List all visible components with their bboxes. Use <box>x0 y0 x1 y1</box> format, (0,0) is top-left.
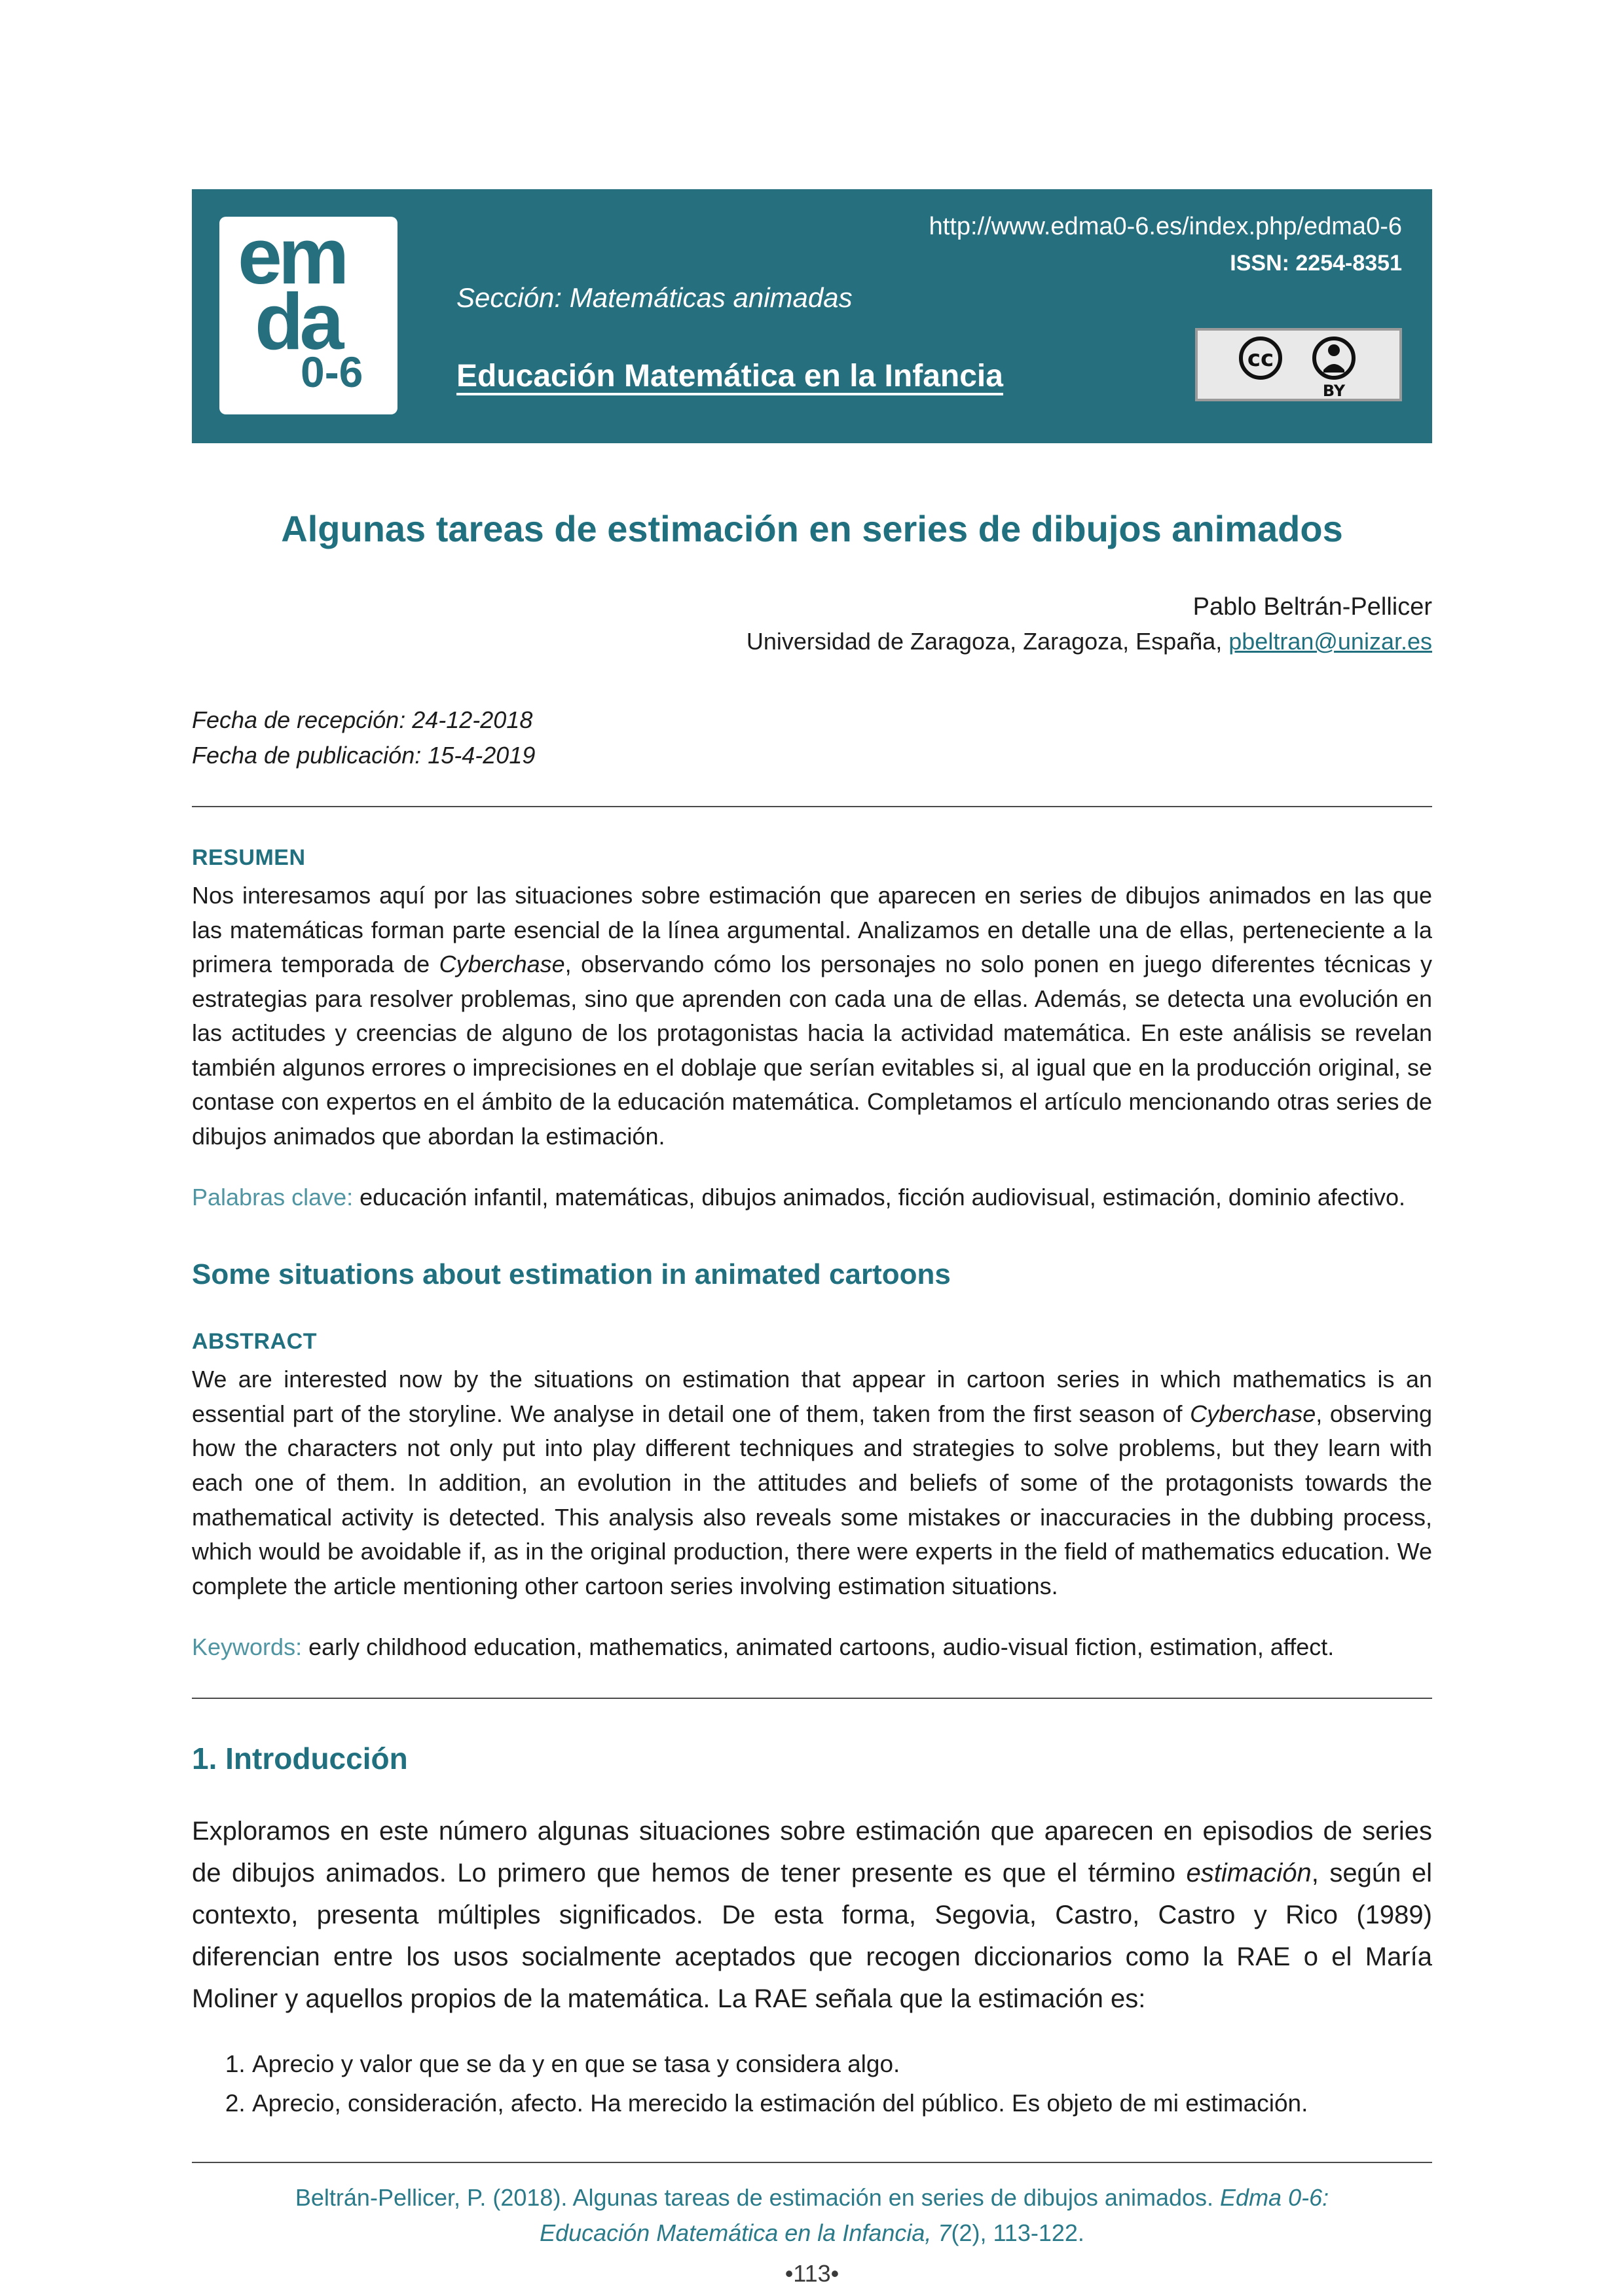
logo-text-line2: da <box>255 277 341 367</box>
keywords-line <box>192 1633 1432 1661</box>
intro-term-estimacion: estimación <box>1186 1859 1312 1888</box>
svg-text:BY: BY <box>1322 382 1346 400</box>
cc-by-icon <box>1195 328 1402 401</box>
date-published: Fecha de publicación: 15-4-2019 <box>192 742 536 769</box>
abstract-cyberchase: Cyberchase <box>1190 1400 1316 1427</box>
divider-mid <box>192 1698 1432 1699</box>
resumen-text-1: Nos interesamos aquí por las situaciones sobre estimación que aparecen en series de dibujos animados en las que las matemáticas forman parte esencial de la línea argumental. Analizamos en detalle una de ellas, perteneciente a la primera temporada de <box>192 882 1432 978</box>
date-received: Fecha de recepción: 24-12-2018 <box>192 706 533 733</box>
journal-header-banner <box>192 189 1432 443</box>
logo-text-line3: 0-6 <box>301 348 363 397</box>
journal-name: Educación Matemática en la Infancia <box>456 359 1003 393</box>
resumen-text-2: , observando cómo los personajes no solo ponen en juego diferentes técnicas y estrategias para resolver problemas, sino que aprenden con cada una de ellas. Además, se detecta una evolución en las actitudes y creencias de alguno de los protagonistas hacia la actividad matemática. En este análisis se revelan también algunos errores o imprecisiones en el doblaje que serían evitables si, al igual que en la producción original, se contase con expertos en el ámbito de la educación matemática. Completamos el artículo mencionando otras series de dibujos animados que abordan la estimación. <box>192 951 1433 1150</box>
author-affiliation <box>192 628 1432 655</box>
article-dates <box>192 702 1432 773</box>
divider-top <box>192 806 1432 807</box>
resumen-paragraph <box>192 879 1432 1154</box>
palabras-clave-text: educación infantil, matemáticas, dibujos animados, ficción audiovisual, estimación, dominio afectivo. <box>353 1184 1405 1211</box>
keywords-text: early childhood education, mathematics, animated cartoons, audio-visual fiction, estimation, affect. <box>302 1633 1335 1661</box>
abstract-heading: ABSTRACT <box>192 1329 317 1355</box>
journal-logo <box>219 217 397 414</box>
rae-definition-1: 1. Aprecio y valor que se da y en que se tasa y considera algo. <box>252 2046 1432 2083</box>
rae-definition-list <box>222 2046 1432 2121</box>
citation-text-2: (2), 113-122. <box>951 2219 1084 2246</box>
abstract-text-1: We are interested now by the situations on estimation that appear in cartoon series in which mathematics is an essential part of the storyline. We analyse in detail one of them, taken from the first season of <box>192 1366 1432 1427</box>
english-title: Some situations about estimation in animated cartoons <box>192 1258 951 1291</box>
abstract-paragraph <box>192 1362 1432 1603</box>
citation-text-1: Beltrán-Pellicer, P. (2018). Algunas tareas de estimación en series de dibujos animados. <box>295 2184 1221 2211</box>
intro-text-2: , según el contexto, presenta múltiples significados. De esta forma, Segovia, Castro, Castro y Rico (1989) diferencian entre los usos socialmente aceptados que recogen diccionarios como la RAE o el María Moliner y aquellos propios de la matemática. La RAE señala que la estimación es: <box>192 1859 1432 2014</box>
author-email-link[interactable]: pbeltran@unizar.es <box>1228 628 1432 655</box>
palabras-clave-label: Palabras clave: <box>192 1184 354 1211</box>
resumen-cyberchase: Cyberchase <box>439 951 565 978</box>
journal-issn: ISSN: 2254-8351 <box>1230 251 1402 276</box>
journal-section-label: Sección: Matemáticas animadas <box>456 282 853 313</box>
svg-text:cc: cc <box>1247 346 1274 372</box>
section-1-heading: 1. Introducción <box>192 1741 408 1776</box>
cc-by-license-badge[interactable] <box>1195 328 1402 405</box>
rae-definition-2: 2. Aprecio, consideración, afecto. Ha merecido la estimación del público. Es objeto de mi estimación. <box>252 2085 1432 2122</box>
intro-text-1: Exploramos en este número algunas situaciones sobre estimación que aparecen en episodios de series de dibujos animados. Lo primero que hemos de tener presente es que el término <box>192 1817 1432 1888</box>
article-title: Algunas tareas de estimación en series de dibujos animados <box>281 508 1343 549</box>
citation-journal-italic: Edma 0-6: Educación Matemática en la Infancia, 7 <box>540 2184 1329 2246</box>
affiliation-text: Universidad de Zaragoza, Zaragoza, España, <box>746 628 1229 655</box>
palabras-clave-line <box>192 1184 1432 1211</box>
logo-text-line1: em <box>238 217 346 301</box>
page-number: •113• <box>784 2260 840 2287</box>
author-name: Pablo Beltrán-Pellicer <box>1192 593 1432 621</box>
keywords-label: Keywords: <box>192 1633 303 1661</box>
abstract-text-2: , observing how the characters not only put into play different techniques and strategies to solve problems, but they learn with each one of them. In addition, an evolution in the attitudes and beliefs of some of the protagonists towards the mathematical activity is detected. This analysis also reveals some mistakes or inaccuracies in the dubbing process, which would be avoidable if, as in the original production, there were experts in the field of mathematics education. We complete the article mentioning other cartoon series involving estimation situations. <box>192 1400 1432 1599</box>
page-footer <box>192 2162 1432 2287</box>
journal-url-link[interactable]: http://www.edma0-6.es/index.php/edma0-6 <box>929 213 1402 240</box>
footer-citation <box>255 2180 1369 2251</box>
intro-paragraph <box>192 1810 1432 2020</box>
resumen-heading: RESUMEN <box>192 845 306 870</box>
